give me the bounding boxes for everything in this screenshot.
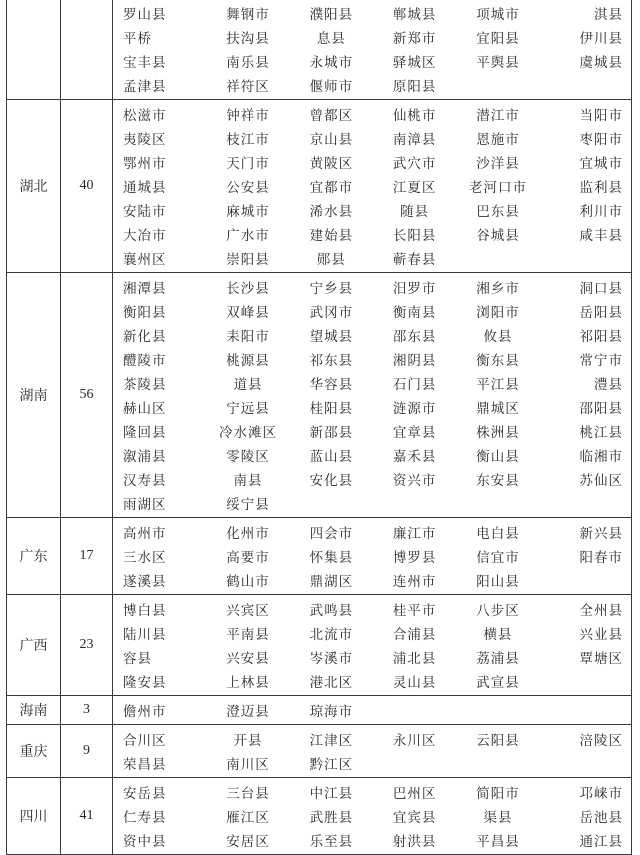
province-row	[7, 595, 632, 696]
county-name: 涟源市	[392, 401, 437, 417]
county-name: 罗山县	[123, 7, 167, 23]
county-name: 云阳县	[476, 733, 520, 749]
county-name: 长阳县	[392, 228, 437, 244]
county-name: 株洲县	[476, 425, 520, 441]
province-name-cell: 湖南	[7, 273, 61, 518]
county-name: 利川市	[579, 204, 623, 220]
county-name: 湘乡市	[476, 281, 520, 297]
county-name: 仁寿县	[123, 810, 167, 826]
county-name: 武冈市	[309, 305, 354, 321]
county-name: 上林县	[226, 675, 270, 691]
county-name: 怀集县	[309, 550, 354, 566]
county-name: 京山县	[309, 132, 354, 148]
county-name: 老河口市	[468, 180, 527, 196]
county-name: 通城县	[123, 180, 167, 196]
county-name: 湘潭县	[123, 281, 167, 297]
county-names-grid	[113, 725, 631, 777]
county-name: 长沙县	[226, 281, 270, 297]
county-name: 四会市	[309, 526, 354, 542]
county-name: 三水区	[123, 550, 167, 566]
county-name: 三台县	[226, 786, 270, 802]
county-name: 武穴市	[392, 156, 437, 172]
county-name: 覃塘区	[579, 651, 623, 667]
county-name: 绥宁县	[226, 497, 270, 513]
county-name: 横县	[483, 627, 513, 643]
county-name: 平江县	[476, 377, 520, 393]
county-name: 嘉禾县	[392, 449, 437, 465]
county-name: 安岳县	[123, 786, 167, 802]
county-name: 驿城区	[392, 55, 437, 71]
county-name: 邵东县	[392, 329, 437, 345]
county-name: 南乐县	[226, 55, 270, 71]
county-name: 连州市	[392, 574, 437, 590]
county-count-cell	[61, 0, 113, 100]
county-name: 宜宾县	[392, 810, 437, 826]
county-name: 衡阳县	[123, 305, 167, 321]
county-name: 江夏区	[392, 180, 437, 196]
county-name: 鼎城区	[476, 401, 520, 417]
county-name: 隆回县	[123, 425, 167, 441]
county-name: 仙桃市	[392, 108, 437, 124]
province-name-cell: 广东	[7, 518, 61, 595]
county-name: 随县	[400, 204, 430, 220]
county-table	[6, 0, 632, 855]
county-name: 湘阴县	[392, 353, 437, 369]
county-name: 当阳市	[579, 108, 623, 124]
county-name: 合浦县	[392, 627, 437, 643]
county-name: 儋州市	[123, 704, 167, 720]
county-name: 苏仙区	[579, 473, 623, 489]
county-name: 兴安县	[226, 651, 270, 667]
county-name: 资兴市	[392, 473, 437, 489]
county-name: 赫山区	[123, 401, 167, 417]
county-names-grid	[113, 778, 631, 854]
county-name: 宜城市	[579, 156, 623, 172]
county-name: 麻城市	[226, 204, 270, 220]
county-name: 平桥	[123, 31, 152, 47]
county-name: 曾都区	[309, 108, 354, 124]
county-name: 宝丰县	[123, 55, 167, 71]
county-names-grid	[113, 696, 631, 724]
county-name: 宜都市	[309, 180, 354, 196]
county-name: 桂阳县	[309, 401, 354, 417]
county-name: 灵山县	[392, 675, 437, 691]
county-name: 溆浦县	[123, 449, 167, 465]
county-names-cell	[113, 595, 632, 696]
county-name: 黄陂区	[309, 156, 354, 172]
county-name: 巴州区	[392, 786, 437, 802]
county-name: 南川区	[226, 757, 270, 773]
county-name: 潜江市	[476, 108, 520, 124]
county-name: 江津区	[309, 733, 354, 749]
county-name: 隆安县	[123, 675, 167, 691]
county-name: 沙洋县	[476, 156, 520, 172]
county-name: 夷陵区	[123, 132, 167, 148]
county-name: 咸丰县	[579, 228, 623, 244]
county-names-cell	[113, 518, 632, 595]
county-name: 通江县	[579, 834, 623, 850]
county-names-cell	[113, 100, 632, 273]
county-name: 化州市	[226, 526, 270, 542]
county-name: 武胜县	[309, 810, 354, 826]
county-name: 安化县	[309, 473, 354, 489]
county-name: 涪陵区	[579, 733, 623, 749]
county-name: 高州市	[123, 526, 167, 542]
county-name: 荣昌县	[123, 757, 167, 773]
county-name: 新兴县	[579, 526, 623, 542]
county-name: 祥符区	[226, 79, 270, 95]
county-name: 祁阳县	[579, 329, 623, 345]
county-name: 衡南县	[392, 305, 437, 321]
county-name: 岳阳县	[579, 305, 623, 321]
county-name: 鹤山市	[226, 574, 270, 590]
county-name: 醴陵市	[123, 353, 167, 369]
county-name: 东安县	[476, 473, 520, 489]
county-name: 兴宾区	[226, 603, 270, 619]
county-names-grid	[113, 595, 631, 695]
county-name: 原阳县	[392, 79, 437, 95]
province-row	[7, 518, 632, 595]
county-name: 蓝山县	[309, 449, 354, 465]
county-name: 衡山县	[476, 449, 520, 465]
county-count-cell: 9	[61, 725, 113, 778]
county-name: 资中县	[123, 834, 167, 850]
county-name: 黔江区	[309, 757, 354, 773]
county-name: 平南县	[226, 627, 270, 643]
county-name: 平舆县	[476, 55, 520, 71]
county-name: 鼎湖区	[309, 574, 354, 590]
county-name: 安居区	[226, 834, 270, 850]
county-name: 枝江市	[226, 132, 270, 148]
county-name: 邵阳县	[579, 401, 623, 417]
county-name: 阳春市	[579, 550, 623, 566]
county-names-cell	[113, 0, 632, 100]
county-name: 双峰县	[226, 305, 270, 321]
province-row	[7, 778, 632, 855]
county-name: 永川区	[392, 733, 437, 749]
county-name: 岑溪市	[309, 651, 354, 667]
county-name: 郸城县	[392, 7, 437, 23]
county-name: 电白县	[476, 526, 520, 542]
county-name: 襄州区	[123, 252, 167, 268]
county-name: 临湘市	[579, 449, 623, 465]
county-name: 容县	[123, 651, 152, 667]
province-row	[7, 696, 632, 725]
county-name: 道县	[233, 377, 263, 393]
county-name: 崇阳县	[226, 252, 270, 268]
county-name: 蕲春县	[392, 252, 437, 268]
county-name: 邛崃市	[579, 786, 623, 802]
county-name: 松滋市	[123, 108, 167, 124]
county-name: 建始县	[309, 228, 354, 244]
county-name: 鄂州市	[123, 156, 167, 172]
county-name: 濮阳县	[309, 7, 354, 23]
county-name: 雨湖区	[123, 497, 167, 513]
county-name: 雁江区	[226, 810, 270, 826]
county-name: 常宁市	[579, 353, 623, 369]
county-count-cell: 17	[61, 518, 113, 595]
province-name-cell: 四川	[7, 778, 61, 855]
county-name: 简阳市	[476, 786, 520, 802]
county-name: 乐至县	[309, 834, 354, 850]
county-name: 浦北县	[392, 651, 437, 667]
county-name: 南漳县	[392, 132, 437, 148]
county-name: 北流市	[309, 627, 354, 643]
county-name: 舞钢市	[226, 7, 270, 23]
county-name: 桃江县	[579, 425, 623, 441]
county-name: 项城市	[476, 7, 520, 23]
county-name: 安陆市	[123, 204, 167, 220]
county-name: 阳山县	[476, 574, 520, 590]
county-count-cell: 3	[61, 696, 113, 725]
province-row	[7, 725, 632, 778]
county-name: 武宣县	[476, 675, 520, 691]
county-name: 恩施市	[476, 132, 520, 148]
county-names-grid	[113, 518, 631, 594]
county-name: 遂溪县	[123, 574, 167, 590]
county-name: 中江县	[309, 786, 354, 802]
county-name: 茶陵县	[123, 377, 167, 393]
county-name: 郧县	[316, 252, 346, 268]
county-name: 平昌县	[476, 834, 520, 850]
county-name: 桃源县	[226, 353, 270, 369]
county-name: 博罗县	[392, 550, 437, 566]
county-name: 渠县	[483, 810, 513, 826]
county-names-grid	[113, 0, 631, 99]
county-name: 钟祥市	[226, 108, 270, 124]
county-name: 祁东县	[309, 353, 354, 369]
county-name: 宁乡县	[309, 281, 354, 297]
county-name: 天门市	[226, 156, 270, 172]
county-name: 宜章县	[392, 425, 437, 441]
county-name: 兴业县	[579, 627, 623, 643]
county-name: 广水市	[226, 228, 270, 244]
county-name: 新郑市	[392, 31, 437, 47]
county-name: 石门县	[392, 377, 437, 393]
county-name: 耒阳市	[226, 329, 270, 345]
county-name: 浏阳市	[476, 305, 520, 321]
county-name: 宜阳县	[476, 31, 520, 47]
county-name: 大冶市	[123, 228, 167, 244]
county-name: 武鸣县	[309, 603, 354, 619]
county-name: 桂平市	[392, 603, 437, 619]
province-name-cell: 重庆	[7, 725, 61, 778]
county-name: 宁远县	[226, 401, 270, 417]
county-name: 射洪县	[392, 834, 437, 850]
county-names-cell	[113, 778, 632, 855]
county-name: 港北区	[309, 675, 354, 691]
county-name: 汨罗市	[392, 281, 437, 297]
county-name: 高要市	[226, 550, 270, 566]
county-name: 偃师市	[309, 79, 354, 95]
county-names-grid	[113, 273, 631, 517]
county-name: 永城市	[309, 55, 354, 71]
county-name: 虞城县	[579, 55, 623, 71]
county-name: 全州县	[579, 603, 623, 619]
county-name: 冷水滩区	[218, 425, 277, 441]
province-row	[7, 100, 632, 273]
county-name: 浠水县	[309, 204, 354, 220]
county-name: 信宜市	[476, 550, 520, 566]
county-count-cell: 40	[61, 100, 113, 273]
county-name: 华容县	[309, 377, 354, 393]
county-name: 澧县	[594, 377, 623, 393]
province-name-cell	[7, 0, 61, 100]
county-name: 新化县	[123, 329, 167, 345]
county-names-cell	[113, 273, 632, 518]
table-body	[7, 0, 632, 855]
province-row	[7, 273, 632, 518]
county-names-cell	[113, 696, 632, 725]
county-name: 合川区	[123, 733, 167, 749]
county-name: 南县	[233, 473, 263, 489]
county-name: 孟津县	[123, 79, 167, 95]
county-name: 息县	[316, 31, 346, 47]
county-name: 开县	[233, 733, 263, 749]
county-name: 博白县	[123, 603, 167, 619]
province-name-cell: 湖北	[7, 100, 61, 273]
county-name: 洞口县	[579, 281, 623, 297]
county-name: 澄迈县	[226, 704, 270, 720]
county-count-cell: 41	[61, 778, 113, 855]
province-name-cell: 海南	[7, 696, 61, 725]
county-name: 八步区	[476, 603, 520, 619]
county-name: 巴东县	[476, 204, 520, 220]
county-name: 衡东县	[476, 353, 520, 369]
county-name: 公安县	[226, 180, 270, 196]
county-name: 岳池县	[579, 810, 623, 826]
county-name: 扶沟县	[226, 31, 270, 47]
county-name: 望城县	[309, 329, 354, 345]
county-name: 谷城县	[476, 228, 520, 244]
county-name: 零陵区	[226, 449, 270, 465]
county-name: 陆川县	[123, 627, 167, 643]
county-names-grid	[113, 100, 631, 272]
county-name: 枣阳市	[579, 132, 623, 148]
county-name: 攸县	[483, 329, 513, 345]
county-name: 监利县	[579, 180, 623, 196]
county-count-cell: 23	[61, 595, 113, 696]
county-name: 淇县	[594, 7, 623, 23]
county-name: 新邵县	[309, 425, 354, 441]
county-name: 伊川县	[579, 31, 623, 47]
county-name: 琼海市	[309, 704, 354, 720]
county-name: 廉江市	[392, 526, 437, 542]
county-names-cell	[113, 725, 632, 778]
county-name: 荔浦县	[476, 651, 520, 667]
county-count-cell: 56	[61, 273, 113, 518]
county-name: 汉寿县	[123, 473, 167, 489]
province-row	[7, 0, 632, 100]
province-name-cell: 广西	[7, 595, 61, 696]
